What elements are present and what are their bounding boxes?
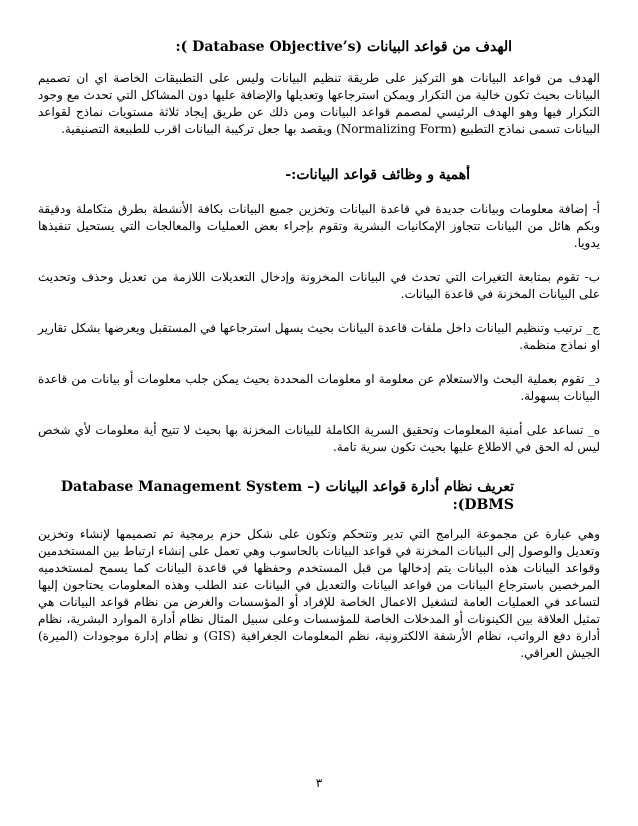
heading-database-objectives: الهدف من قواعد البيانات (Database Objective’s ): bbox=[175, 39, 512, 55]
list-item-h: ه_ تساعد على أمنية المعلومات وتحقيق السرية الكاملة للبيانات المخزنة بها بحيث لا تتيح أية معلومات لأي شخص ليس له الحق في الاطلاع عليها بحيث تكون سرية تامة. bbox=[38, 423, 600, 454]
list-item-d: د_ تقوم بعملية البحث والاستعلام عن معلومة او معلومات المحددة بحيث يمكن جلب معلومات أو بيانات من قاعدة البيانات بسهولة. bbox=[38, 372, 600, 403]
dbms-paragraph: وهي عبارة عن مجموعة البرامج التي تدير وتتحكم وتكون على شكل حزم برمجية تم تصميمها لإنشاء وتخزين وتعديل والوصول إلى البيانات المخزنة في قواعد البيانات بالحاسوب وهي تعمل على إنشاء ارتباط بين المستخدمين وقواعد البيانات هذه البيانات يتم إدخالها من قبل المستخدم وحفظها في قاعدة البيانات كما يسمح لمستخدميه المرخصين باسترجاع البيانات من قواعد البيانات والتعديل في البيانات عند الطلب وهذه المعلومات يحتاجون إليها لتساعد في العمليات العامة لتشغيل الاعمال الخاصة للإفراد أو المؤسسات والغرض من نظام قواعد البيانات هي تمثيل العلاقة بين الكينونات أو المدخلات الخاصة للمؤسسات وعلى سبيل المثال نظام أدارة الموارد البشرية، نظام أدارة دفع الرواتب، نظام الأرشفة الالكترونية، نظم المعلومات الجغرافية (GIS) و نظام إدارة موجودات (الميرة) الجيش العراقي. bbox=[38, 527, 601, 660]
heading-importance-functions: أهمية و وظائف قواعد البيانات:- bbox=[285, 167, 470, 183]
list-item-a: أ- إضافة معلومات وبيانات جديدة في قاعدة البيانات وتخزين جميع البيانات بكافة الأنشطة بطرق متكاملة ودقيقة وبكم هائل من البيانات تتجاوز الإمكانيات البشرية وتقوم بإجراء بعض العمليات والمعالجات التي يستحيل تنفيذها يدويا. bbox=[38, 202, 600, 250]
heading-dbms-definition: تعريف نظام أدارة قواعد البيانات (Database Management System – DBMS): bbox=[60, 479, 514, 513]
page-number: ٣ bbox=[315, 776, 323, 790]
list-item-b: ب- تقوم بمتابعة التغيرات التي تحدث في البيانات المخزونة وإدخال التعديلات اللازمة من تعديل وحذف وتحديث على البيانات المخزنة في قاعدة البيانات. bbox=[38, 270, 600, 301]
list-item-c: ج_ ترتيب وتنظيم البيانات داخل ملفات قاعدة البيانات بحيث يسهل استرجاعها في المستقبل ويعرضها بشكل تقارير او نماذج منظمة. bbox=[38, 321, 600, 352]
intro-paragraph: الهدف من قواعد البيانات هو التركيز على طريقة تنظيم البيانات وليس على التطبيقات الخاصة اي ان تصميم البيانات بحيث تكون خالية من التكرار ويمكن استرجاعها وتعديلها والإضافة عليها دون المشاكل التي تحدث مع وجود التكرار فيها وهو الهدف الرئيسي لمصمم قواعد البيانات ومن ذلك عن طريق إيجاد ثلاثة مستويات نماذج لقواعد البيانات تسمى نماذج التطبيع (Normalizing Form) ويقصد بها جعل تركيبة البيانات اقرب للطبيعة التصنيفية. bbox=[38, 71, 600, 136]
